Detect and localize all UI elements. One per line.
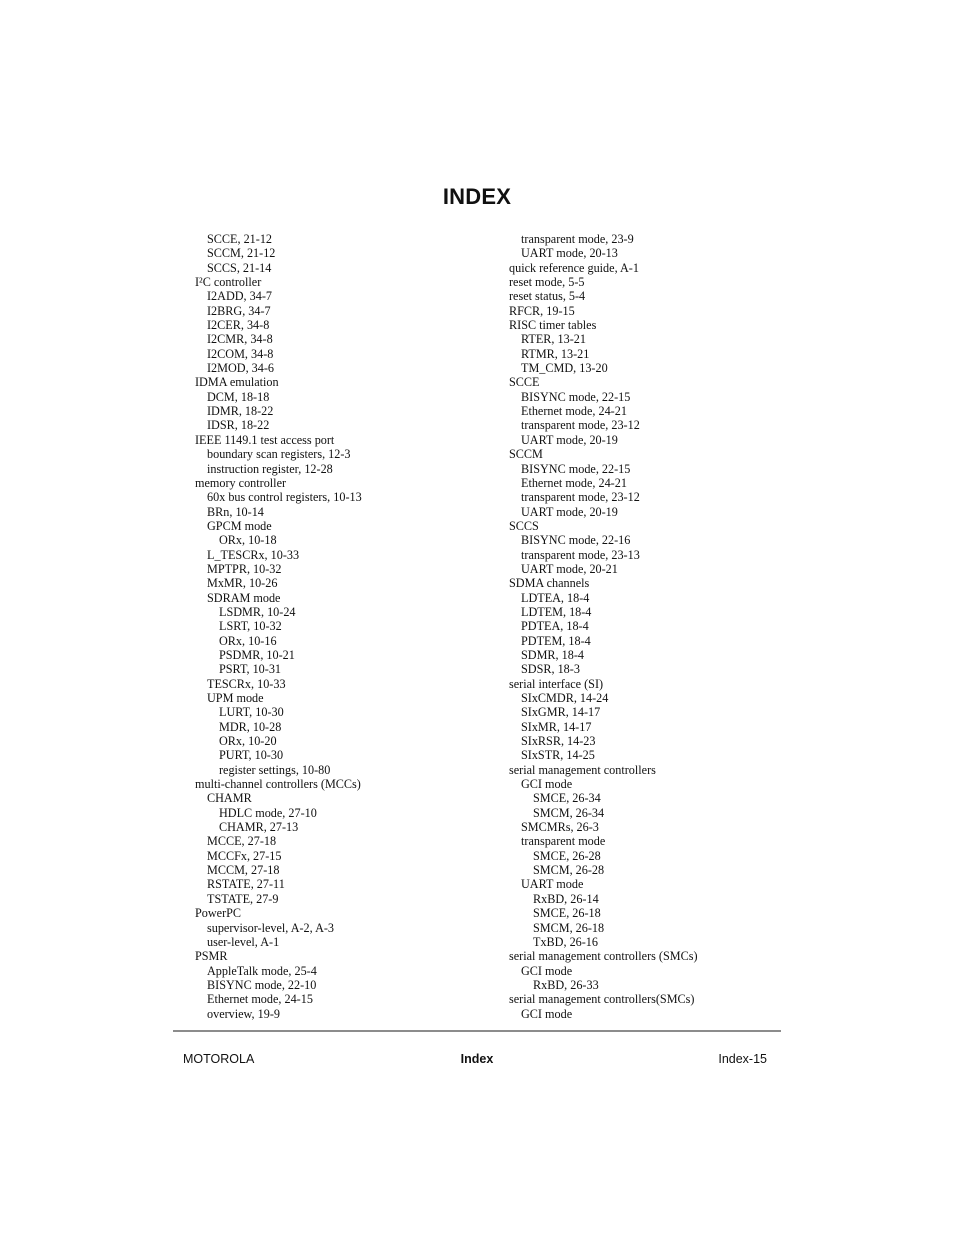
footer-publisher: MOTOROLA	[183, 1052, 255, 1066]
index-entry: UART mode	[521, 877, 584, 892]
index-entry: TESCRx, 10-33	[207, 676, 286, 691]
index-entry: user-level, A-1	[207, 934, 280, 949]
index-entry: IDMR, 18-22	[207, 404, 274, 419]
index-entry: 60x bus control registers, 10-13	[207, 490, 362, 505]
index-entry: SCCS, 21-14	[207, 260, 272, 275]
index-entry: IDMA emulation	[195, 375, 279, 390]
index-entry: MPTPR, 10-32	[207, 561, 282, 576]
index-entry: BISYNC mode, 22-15	[521, 461, 631, 476]
index-entry: boundary scan registers, 12-3	[207, 447, 351, 462]
index-entry: SIxSTR, 14-25	[521, 748, 595, 763]
index-entry: IEEE 1149.1 test access port	[195, 432, 335, 447]
index-entry: UART mode, 20-13	[521, 246, 618, 261]
index-entry: PSMR	[195, 949, 228, 964]
index-entry: TxBD, 26-16	[533, 934, 598, 949]
index-entry: serial management controllers(SMCs)	[509, 992, 695, 1007]
index-entry: transparent mode, 23-9	[521, 232, 634, 246]
index-entry: PDTEM, 18-4	[521, 633, 591, 648]
index-entry: L_TESCRx, 10-33	[207, 547, 300, 562]
index-entry: SMCE, 26-34	[533, 791, 601, 806]
footer-page-number: Index-15	[718, 1052, 767, 1066]
index-entry: TSTATE, 27-9	[207, 891, 279, 906]
index-entry: SMCM, 26-18	[533, 920, 605, 935]
index-entry: GCI mode	[521, 963, 573, 978]
index-entry: Ethernet mode, 24-21	[521, 404, 627, 419]
index-entry: GCI mode	[521, 1006, 573, 1021]
footer-rule	[173, 1030, 781, 1032]
index-entry: SDMR, 18-4	[521, 647, 584, 662]
index-entry: I2BRG, 34-7	[207, 303, 271, 318]
index-entry: UPM mode	[207, 691, 264, 705]
index-entry: BISYNC mode, 22-16	[521, 533, 631, 548]
index-entry: I2MOD, 34-6	[207, 361, 275, 376]
index-entry: RxBD, 26-33	[533, 977, 599, 992]
index-entry: RSTATE, 27-11	[207, 877, 285, 892]
index-entry: SDSR, 18-3	[521, 662, 580, 677]
index-entry: AppleTalk mode, 25-4	[207, 963, 317, 978]
index-column-left	[195, 232, 495, 1021]
index-entry: LDTEM, 18-4	[521, 604, 592, 619]
page-title: INDEX	[442, 184, 512, 209]
index-entry: CHAMR	[207, 791, 252, 806]
index-entry: ORx, 10-20	[219, 734, 277, 749]
index-entry: BISYNC mode, 22-15	[521, 389, 631, 404]
footer-section-title: Index	[460, 1052, 494, 1066]
index-column-right	[509, 232, 799, 1021]
index-entry: memory controller	[195, 475, 287, 490]
index-entry: MCCE, 27-18	[207, 834, 277, 849]
index-entry: BISYNC mode, 22-10	[207, 977, 317, 992]
index-entry: SMCE, 26-28	[533, 848, 601, 863]
index-entry: SIxRSR, 14-23	[521, 734, 596, 749]
index-entry: I2CER, 34-8	[207, 318, 270, 333]
index-entry: transparent mode	[521, 834, 606, 849]
index-entry: ORx, 10-16	[219, 633, 277, 648]
index-entry: GCI mode	[521, 777, 573, 792]
index-entry: TM_CMD, 13-20	[521, 361, 608, 376]
index-entry: SCCM, 21-12	[207, 246, 276, 261]
index-entry: LSDMR, 10-24	[219, 604, 296, 619]
index-entry: SMCM, 26-34	[533, 805, 605, 820]
index-entry: multi-channel controllers (MCCs)	[195, 777, 361, 792]
index-entry: RxBD, 26-14	[533, 891, 599, 906]
index-entry: SMCM, 26-28	[533, 863, 605, 878]
index-entry: MCCM, 27-18	[207, 863, 280, 878]
index-entry: serial management controllers (SMCs)	[509, 949, 698, 964]
index-entry: LSRT, 10-32	[219, 619, 282, 634]
index-entry: GPCM mode	[207, 518, 272, 533]
index-entry: I2COM, 34-8	[207, 346, 274, 361]
index-entry: BRn, 10-14	[207, 504, 264, 519]
index-entry: UART mode, 20-19	[521, 432, 618, 447]
index-entry: IDSR, 18-22	[207, 418, 270, 433]
index-entry: I2ADD, 34-7	[207, 289, 272, 304]
index-entry: CHAMR, 27-13	[219, 820, 299, 835]
index-entry: ORx, 10-18	[219, 533, 277, 548]
index-entry: RTMR, 13-21	[521, 346, 590, 361]
index-entry: overview, 19-9	[207, 1006, 280, 1021]
index-entry: LURT, 10-30	[219, 705, 284, 720]
index-entry: quick reference guide, A-1	[509, 260, 639, 275]
index-entry: SIxMR, 14-17	[521, 719, 592, 734]
index-entry: reset status, 5-4	[509, 289, 586, 304]
index-entry: MDR, 10-28	[219, 719, 282, 734]
index-entry: UART mode, 20-19	[521, 504, 618, 519]
index-entry: SMCE, 26-18	[533, 906, 601, 921]
index-entry: register settings, 10-80	[219, 762, 331, 777]
index-entry: PURT, 10-30	[219, 748, 284, 763]
index-entry: transparent mode, 23-13	[521, 547, 640, 562]
index-entry: MCCFx, 27-15	[207, 848, 282, 863]
index-entry: MxMR, 10-26	[207, 576, 278, 591]
index-entry: SCCE, 21-12	[207, 232, 273, 246]
index-entry: PSRT, 10-31	[219, 662, 282, 677]
index-entry: SIxCMDR, 14-24	[521, 691, 609, 705]
index-entry: RISC timer tables	[509, 318, 597, 333]
index-entry: I2CMR, 34-8	[207, 332, 273, 347]
index-entry: RTER, 13-21	[521, 332, 586, 347]
index-entry: Ethernet mode, 24-21	[521, 475, 627, 490]
index-entry: SMCMRs, 26-3	[521, 820, 599, 835]
index-entry: SCCE	[509, 375, 540, 390]
index-entry: reset mode, 5-5	[509, 275, 585, 290]
index-entry: SDMA channels	[509, 576, 590, 591]
index-entry: DCM, 18-18	[207, 389, 270, 404]
index-entry: supervisor-level, A-2, A-3	[207, 920, 335, 935]
index-entry: transparent mode, 23-12	[521, 490, 640, 505]
index-entry: serial interface (SI)	[509, 676, 604, 691]
index-entry: transparent mode, 23-12	[521, 418, 640, 433]
index-entry: I²C controller	[195, 275, 262, 290]
index-entry: serial management controllers	[509, 762, 656, 777]
index-entry: LDTEA, 18-4	[521, 590, 590, 605]
index-entry: UART mode, 20-21	[521, 561, 618, 576]
index-entry: PSDMR, 10-21	[219, 647, 295, 662]
index-entry: PDTEA, 18-4	[521, 619, 589, 634]
index-entry: SIxGMR, 14-17	[521, 705, 601, 720]
index-entry: instruction register, 12-28	[207, 461, 333, 476]
index-entry: PowerPC	[195, 906, 242, 921]
index-entry: RFCR, 19-15	[509, 303, 575, 318]
index-entry: SCCM	[509, 447, 543, 462]
index-entry: SCCS	[509, 518, 539, 533]
index-entry: HDLC mode, 27-10	[219, 805, 317, 820]
index-entry: Ethernet mode, 24-15	[207, 992, 313, 1007]
index-entry: SDRAM mode	[207, 590, 281, 605]
